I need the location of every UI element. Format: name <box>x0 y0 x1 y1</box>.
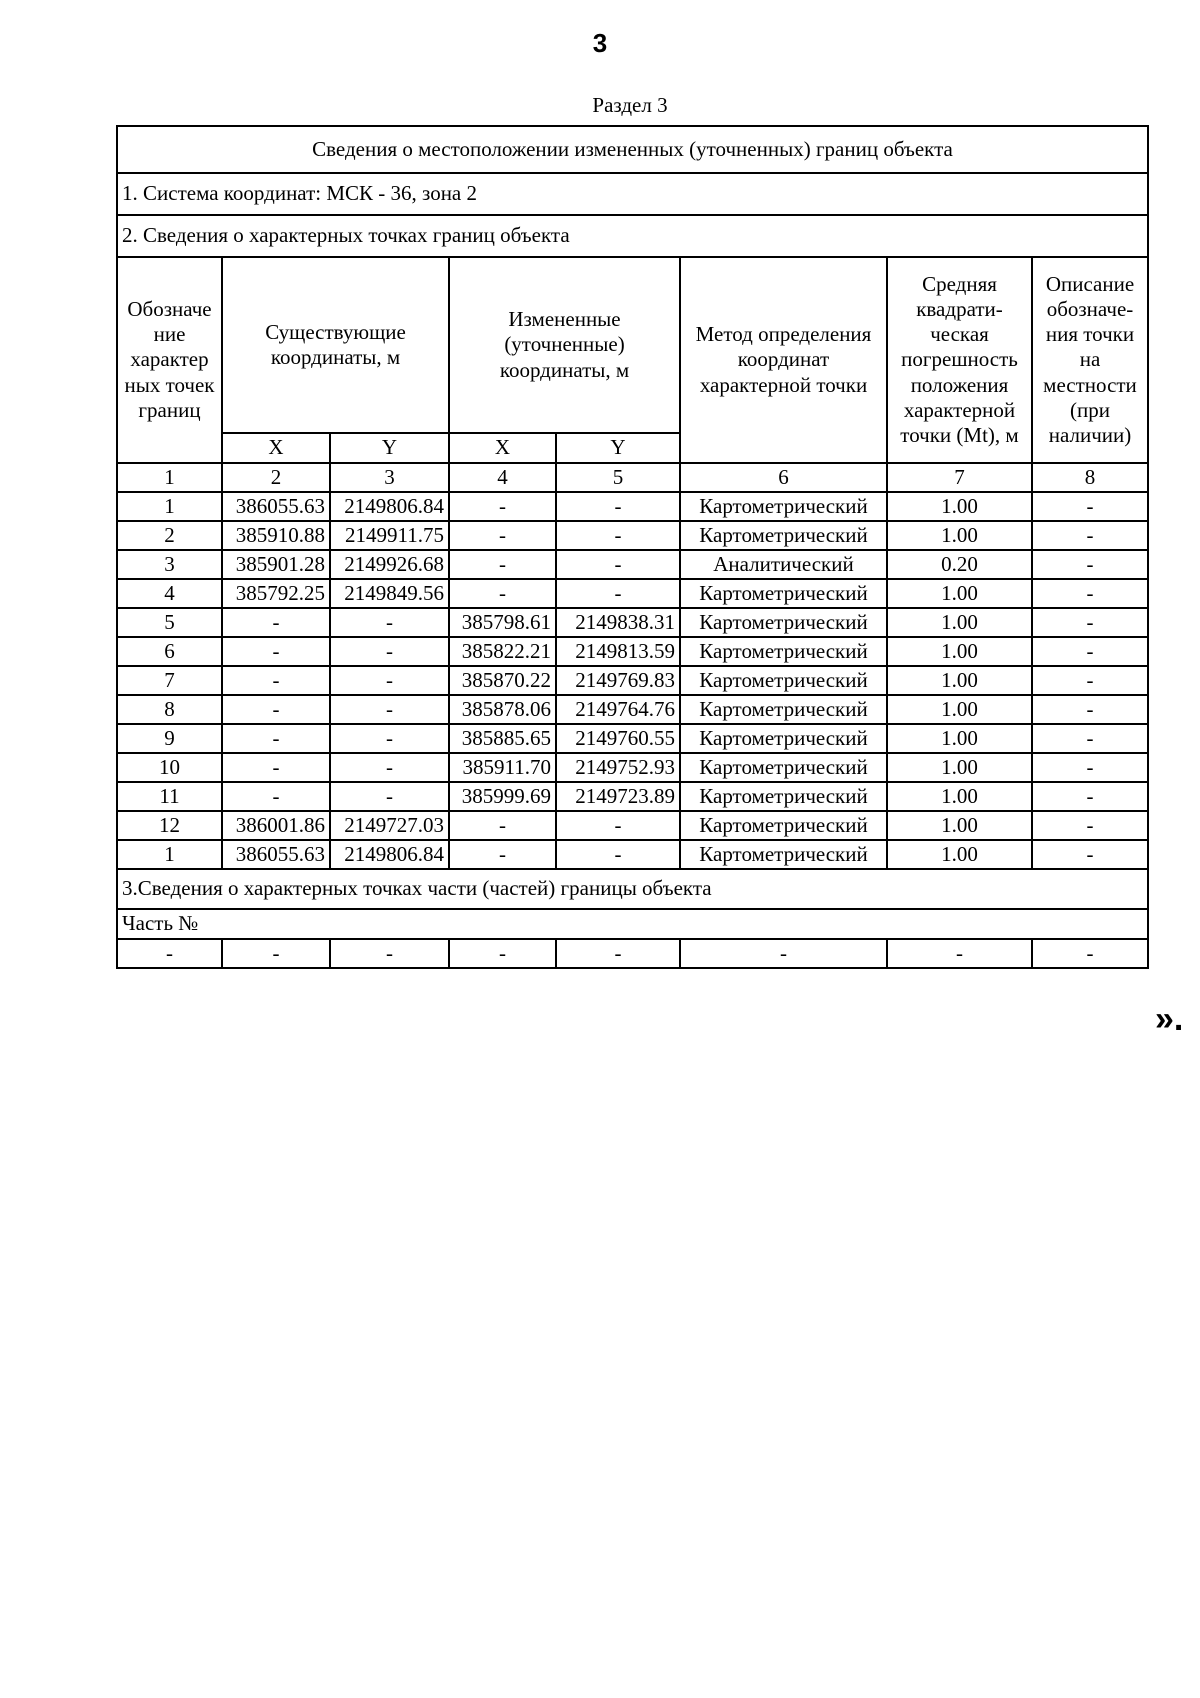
method: Картометрический <box>680 811 887 840</box>
description: - <box>1032 811 1148 840</box>
table-row <box>117 637 1148 666</box>
table-row <box>117 666 1148 695</box>
method: Картометрический <box>680 753 887 782</box>
changed-y: - <box>556 492 680 521</box>
point-number: 4 <box>117 579 222 608</box>
boundary-table <box>116 125 1149 969</box>
existing-x: - <box>222 753 330 782</box>
table-row <box>117 521 1148 550</box>
description: - <box>1032 637 1148 666</box>
existing-x: - <box>222 666 330 695</box>
existing-x: 385910.88 <box>222 521 330 550</box>
table-row <box>117 695 1148 724</box>
header-method: Метод определения координат характерной точки <box>680 257 887 463</box>
section-title: Раздел 3 <box>592 93 668 117</box>
point-number: 5 <box>117 608 222 637</box>
existing-y: 2149806.84 <box>330 492 449 521</box>
error: 1.00 <box>887 724 1032 753</box>
method: Картометрический <box>680 637 887 666</box>
changed-y: 2149813.59 <box>556 637 680 666</box>
existing-x: 386001.86 <box>222 811 330 840</box>
description: - <box>1032 579 1148 608</box>
changed-x: - <box>449 811 556 840</box>
point-number: 1 <box>117 492 222 521</box>
description: - <box>1032 666 1148 695</box>
point-number: 7 <box>117 666 222 695</box>
table-row <box>117 811 1148 840</box>
point-number: 12 <box>117 811 222 840</box>
existing-x: 386055.63 <box>222 840 330 869</box>
method: Картометрический <box>680 782 887 811</box>
changed-y: - <box>556 579 680 608</box>
column-number: 8 <box>1032 463 1148 492</box>
table-row <box>117 550 1148 579</box>
existing-x: 385901.28 <box>222 550 330 579</box>
existing-y: - <box>330 753 449 782</box>
points-heading: 2. Сведения о характерных точках границ объекта <box>117 215 1148 257</box>
existing-x: - <box>222 608 330 637</box>
description: - <box>1032 695 1148 724</box>
description: - <box>1032 724 1148 753</box>
error: 1.00 <box>887 811 1032 840</box>
description: - <box>1032 492 1148 521</box>
column-number: 6 <box>680 463 887 492</box>
changed-x: 385870.22 <box>449 666 556 695</box>
changed-x: 385885.65 <box>449 724 556 753</box>
existing-y: 2149849.56 <box>330 579 449 608</box>
existing-y: - <box>330 608 449 637</box>
column-number: 3 <box>330 463 449 492</box>
table-row <box>117 608 1148 637</box>
changed-x: - <box>449 579 556 608</box>
point-number: 6 <box>117 637 222 666</box>
method: Картометрический <box>680 579 887 608</box>
existing-y: - <box>330 724 449 753</box>
error: 1.00 <box>887 782 1032 811</box>
existing-y: 2149727.03 <box>330 811 449 840</box>
existing-y: - <box>330 782 449 811</box>
header-description: Описание обозначе- ния точки на местности (при наличии) <box>1032 257 1148 463</box>
changed-y: 2149764.76 <box>556 695 680 724</box>
existing-y: 2149911.75 <box>330 521 449 550</box>
coordinate-system: 1. Система координат: МСК - 36, зона 2 <box>117 173 1148 215</box>
existing-x: - <box>222 695 330 724</box>
column-number: 5 <box>556 463 680 492</box>
changed-x: - <box>449 521 556 550</box>
part-cell: - <box>449 939 556 968</box>
column-number: 4 <box>449 463 556 492</box>
header-changed-coordinates: Измененные (уточненные) координаты, м <box>449 257 680 433</box>
changed-x: 385999.69 <box>449 782 556 811</box>
changed-y: - <box>556 550 680 579</box>
description: - <box>1032 550 1148 579</box>
error: 1.00 <box>887 521 1032 550</box>
error: 1.00 <box>887 637 1032 666</box>
part-cell: - <box>222 939 330 968</box>
part-cell: - <box>330 939 449 968</box>
header-designation: Обозначе ние характер ных точек границ <box>117 257 222 463</box>
changed-y: - <box>556 840 680 869</box>
changed-y: - <box>556 521 680 550</box>
table-row <box>117 579 1148 608</box>
existing-y: - <box>330 637 449 666</box>
existing-y: 2149926.68 <box>330 550 449 579</box>
header-error: Средняя квадрати- ческая погрешность положения характерной точки (Mt), м <box>887 257 1032 463</box>
changed-x: 385911.70 <box>449 753 556 782</box>
existing-y: - <box>330 695 449 724</box>
header-existing-y: Y <box>330 433 449 463</box>
table-row <box>117 840 1148 869</box>
existing-y: - <box>330 666 449 695</box>
part-cell: - <box>887 939 1032 968</box>
method: Картометрический <box>680 492 887 521</box>
part-row <box>117 939 1148 968</box>
method: Картометрический <box>680 608 887 637</box>
method: Аналитический <box>680 550 887 579</box>
changed-y: 2149838.31 <box>556 608 680 637</box>
column-number: 2 <box>222 463 330 492</box>
part-cell: - <box>556 939 680 968</box>
point-number: 10 <box>117 753 222 782</box>
changed-x: 385878.06 <box>449 695 556 724</box>
description: - <box>1032 521 1148 550</box>
table-row <box>117 753 1148 782</box>
header-existing-coordinates: Существующие координаты, м <box>222 257 449 433</box>
method: Картометрический <box>680 840 887 869</box>
changed-x: - <box>449 492 556 521</box>
error: 1.00 <box>887 840 1032 869</box>
method: Картометрический <box>680 695 887 724</box>
description: - <box>1032 782 1148 811</box>
page-number: 3 <box>592 28 608 58</box>
point-number: 2 <box>117 521 222 550</box>
existing-x: - <box>222 724 330 753</box>
changed-x: - <box>449 550 556 579</box>
description: - <box>1032 608 1148 637</box>
column-number-row <box>117 463 1148 492</box>
error: 1.00 <box>887 695 1032 724</box>
part-label: Часть № <box>117 909 1148 939</box>
changed-x: 385798.61 <box>449 608 556 637</box>
error: 0.20 <box>887 550 1032 579</box>
description: - <box>1032 840 1148 869</box>
closing-quote: ». <box>1155 1000 1184 1038</box>
changed-x: 385822.21 <box>449 637 556 666</box>
existing-x: 385792.25 <box>222 579 330 608</box>
changed-y: 2149769.83 <box>556 666 680 695</box>
table-row <box>117 724 1148 753</box>
table-row <box>117 782 1148 811</box>
point-number: 9 <box>117 724 222 753</box>
method: Картометрический <box>680 666 887 695</box>
point-number: 1 <box>117 840 222 869</box>
point-number: 11 <box>117 782 222 811</box>
changed-x: - <box>449 840 556 869</box>
description: - <box>1032 753 1148 782</box>
existing-x: 386055.63 <box>222 492 330 521</box>
existing-y: 2149806.84 <box>330 840 449 869</box>
changed-y: - <box>556 811 680 840</box>
method: Картометрический <box>680 724 887 753</box>
table-title: Сведения о местоположении измененных (уточненных) границ объекта <box>117 126 1148 173</box>
changed-y: 2149723.89 <box>556 782 680 811</box>
changed-y: 2149760.55 <box>556 724 680 753</box>
error: 1.00 <box>887 666 1032 695</box>
existing-x: - <box>222 782 330 811</box>
header-changed-y: Y <box>556 433 680 463</box>
table-row <box>117 492 1148 521</box>
error: 1.00 <box>887 579 1032 608</box>
error: 1.00 <box>887 753 1032 782</box>
header-existing-x: X <box>222 433 330 463</box>
method: Картометрический <box>680 521 887 550</box>
column-number: 1 <box>117 463 222 492</box>
changed-y: 2149752.93 <box>556 753 680 782</box>
error: 1.00 <box>887 608 1032 637</box>
parts-heading: 3.Сведения о характерных точках части (частей) границы объекта <box>117 869 1148 909</box>
part-cell: - <box>680 939 887 968</box>
existing-x: - <box>222 637 330 666</box>
part-cell: - <box>1032 939 1148 968</box>
point-number: 3 <box>117 550 222 579</box>
part-cell: - <box>117 939 222 968</box>
column-number: 7 <box>887 463 1032 492</box>
point-number: 8 <box>117 695 222 724</box>
header-changed-x: X <box>449 433 556 463</box>
error: 1.00 <box>887 492 1032 521</box>
